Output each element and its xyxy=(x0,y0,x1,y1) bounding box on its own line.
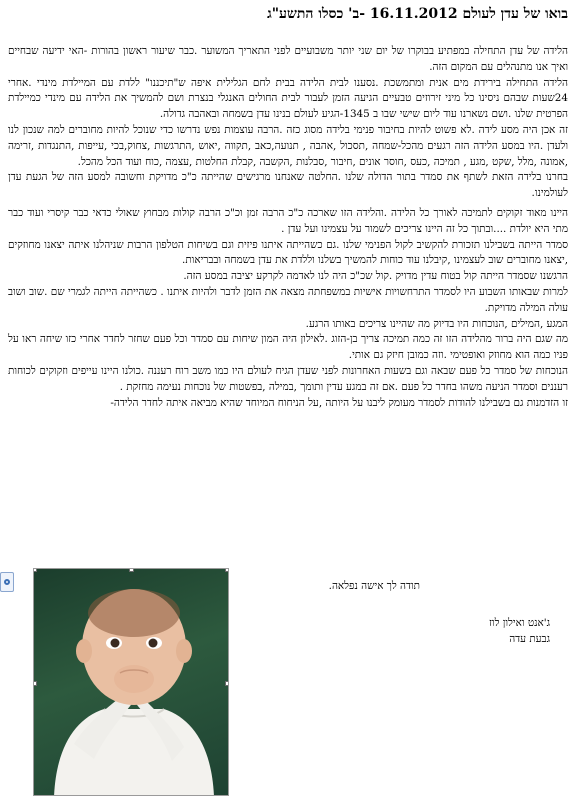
paragraph: מה שגם היה ברור מהלידה הזו זה כמה תמיכה צריך בן-הזוג .לאילון היה המון שיחות עם סמדר וכל פעם שחזר לחדר אחרי כזו שיחה ראו על פניו כמה הוא מחוזק ואופטימי .וזה כמובן חיזק גם אותי. xyxy=(8,333,568,362)
resize-handle[interactable] xyxy=(225,681,229,686)
resize-handle[interactable] xyxy=(225,568,229,572)
paragraph: סמדר הייתה בשבילנו תזכורת להקשיב לקול הפנימי שלנו .גם כשהייתה איתנו פיזית וגם בשיחות הטלפון הרבות שניהלנו איתה יצאנו מחוזקים ,יצאנו מחוברים שוב לעצמינו ,קיבלנו עוד כוחות להמשיך בשלנו וללדת את עדן בשמחה ובבריאות. xyxy=(8,238,568,267)
paragraph: הלידה של עדן התחילה במפתיע בבוקרו של יום שני יותר משבועיים לפני התאריך המשוער .כבר שיעור ראשון בהורות -האי ידיעה שבחיים ואיך אנו מתנהלים עם המקום הזה. xyxy=(8,45,568,73)
paragraph: המגע ,המילים ,הנוכחות היו בדיוק מה שהיינו צריכים באותו הרגע. xyxy=(305,317,568,330)
document-body xyxy=(8,30,568,411)
paragraph: בחרנו בלידה הזאת לשתף את סמדר בתור הדולה שלנו .החלטה שאנחנו מרגישים שהייתה כ"כ מדויקת וחשובה למסע הזה של הגעת עדן לעולמינו. xyxy=(8,171,568,200)
paragraph: היינו מאוד זקוקים לתמיכה לאורך כל הלידה .והלידה הזו שארכה כ"כ הרבה זמן וכ"כ הרבה קולות מבחוץ שאולי כדאי כבר קיסרי ועוד כבר מתי היא יולדת ....ובתוך כל זה היינו צריכים לשמור על עצמינו ועל עדן . xyxy=(8,206,568,235)
paragraph: הנוכחות של סמדר כל פעם שבאה וגם בשעות האחרונות לפני שעדן הגיח לעולם היו כמו משב רוח רעננה .כולנו היינו עייפים וזקוקים לכוחות רעננים וסמדר הניעה משהו בחדר כל פעם .אם זה במגע עדין ותומך ,במילה ,בפשטות של נוכחות נעימה מחזקת . xyxy=(8,364,568,393)
resize-handle[interactable] xyxy=(129,568,134,572)
page-title: בואו של עדן לעולם 16.11.2012 -ב' כסלו התשע"ג xyxy=(267,6,568,22)
signature-place: גבעת עדה xyxy=(509,633,550,645)
left-ear xyxy=(76,639,92,663)
baby-illustration xyxy=(34,569,229,796)
signature-names: ג'אנט ואילון לוז xyxy=(489,617,550,629)
resize-handle[interactable] xyxy=(33,681,37,686)
paragraph: זה אכן היה מסע לידה .לא פשוט להיות בחיבור פנימי בלידה מסוג כזה .הרבה עוצמות נפש נדרשו כדי שנוכל להיות מחוברים למה שנכון לנו ולעדן .היו במסע הלידה הזה רגעים מהכל-שמחה ,תסכול ,אהבה , תנועה,כאב ,תקווה ,יאוש ,התרגשות ,צחוק,בכי ,עייפות ,התנגדות ,זרימה ,אמונה ,מלל ,שקט ,מגע , תמיכה ,כעס ,חוסר אונים ,חיבור ,סבלנות ,הקשבה ,קבלת החלטות ,עצמה ,כוח ועוד הכל מהכל. xyxy=(8,123,568,168)
signature-block xyxy=(350,615,550,647)
left-pupil xyxy=(111,639,120,648)
onesie-shape xyxy=(54,709,214,796)
paragraph: הלידה התחילה בירידת מים אנית ומתמשכת .נסענו לבית הלידה בבית לחם הגלילית איפה ש"תיכננו" ללדת עם המיילדת מינדי .אחרי 24שעות שבהם ניסינו כל מיני זירוזים טבעיים הגיעה הזמן לעבור לבית החולים האנגלי בנצרת ושם להמשיך את הלידה עם מינדי כמיילדת הפרטית שלנו .ושם נשארנו עוד ליום שישי שבו ב 1345-הגיע לעולם בנינו עדן בשמחה ובאהבה גדולה. xyxy=(8,76,568,121)
hands-at-mouth xyxy=(114,665,154,693)
baby-hair xyxy=(88,589,180,637)
layout-options-icon[interactable] xyxy=(0,572,14,592)
resize-handle[interactable] xyxy=(33,568,37,572)
thanks-line: תודה לך אישה נפלאה. xyxy=(328,580,420,592)
paragraph: למרות שבאותו השבוע היו לסמדר התרחשויות אישיות במשפחתה מצאה את הזמן לדבר ולהיות איתנו . כשהייתה הייתה לגמרי שם .שוב ושוב עולה המילה מדויקת. xyxy=(8,285,568,314)
baby-photo[interactable] xyxy=(33,568,229,796)
paragraph: הרגשנו שסמדר הייתה קול בטוח עדין מדויק .קול שכ"כ היה לנו לאדמה לקרקע יציבה במסע הזה. xyxy=(183,270,568,283)
paragraph: זו הזדמנות גם בשבילנו להודות לסמדר מעומק ליבנו על היותה ,על הניחוח המיוחד שהיא מביאה איתה לחדר הלידה- xyxy=(110,396,568,409)
right-ear xyxy=(176,639,192,663)
right-pupil xyxy=(149,639,158,648)
